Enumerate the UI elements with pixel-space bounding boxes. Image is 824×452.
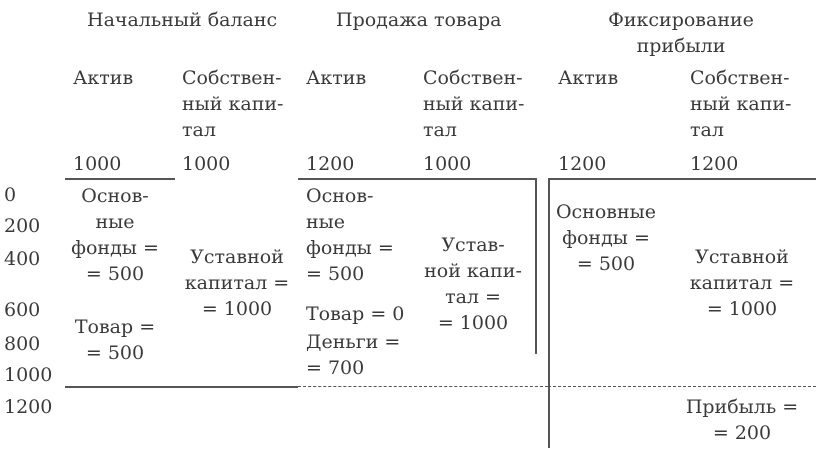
asset-item: Основ- ные фонды = = 500 <box>71 185 159 285</box>
asset-label: Актив <box>73 67 134 89</box>
bottom-rule <box>65 386 298 388</box>
equity-item: Уставной капитал = = 1000 <box>689 246 795 320</box>
asset-item: Товар = = 500 <box>74 316 156 364</box>
equity-item: Уставной капитал = = 1000 <box>184 246 290 320</box>
equity-total: 1000 <box>423 153 472 175</box>
scale-label: 400 <box>4 248 41 270</box>
scale-label: 1000 <box>4 364 53 386</box>
vertical-rule <box>535 178 537 354</box>
equity-label: Собствен- ный капи- тал <box>182 67 284 141</box>
equity-item: Устав- ной капи- тал = = 1000 <box>424 234 522 334</box>
scenario-header: Фиксирование прибыли <box>608 9 754 57</box>
scenario-header: Начальный баланс <box>87 9 278 31</box>
top-rule <box>298 178 536 180</box>
scale-label: 1200 <box>4 396 53 418</box>
scale-label: 800 <box>4 333 41 355</box>
equity-total: 1200 <box>690 153 739 175</box>
asset-item: Основные фонды = = 500 <box>555 201 657 275</box>
scale-label: 200 <box>4 215 41 237</box>
scenario-header: Продажа товара <box>336 9 502 31</box>
asset-item: Товар = 0 <box>306 303 405 325</box>
equity-total: 1000 <box>182 153 231 175</box>
asset-total: 1200 <box>306 153 355 175</box>
scale-label: 0 <box>4 184 17 206</box>
asset-label: Актив <box>306 67 367 89</box>
asset-label: Актив <box>558 67 619 89</box>
equity-label: Собствен- ный капи- тал <box>423 67 525 141</box>
asset-item: Основ- ные фонды = = 500 <box>306 185 394 285</box>
equity-label: Собствен- ный капи- тал <box>690 67 792 141</box>
bottom-rule-dashed <box>548 386 816 387</box>
scale-label: 600 <box>4 299 41 321</box>
top-rule <box>548 178 816 180</box>
asset-total: 1200 <box>558 153 607 175</box>
asset-total: 1000 <box>73 153 122 175</box>
asset-item: Деньги = = 700 <box>306 331 401 379</box>
equity-item: Прибыль = = 200 <box>685 396 799 444</box>
bottom-rule-dashed <box>298 386 548 387</box>
top-rule <box>65 178 175 180</box>
